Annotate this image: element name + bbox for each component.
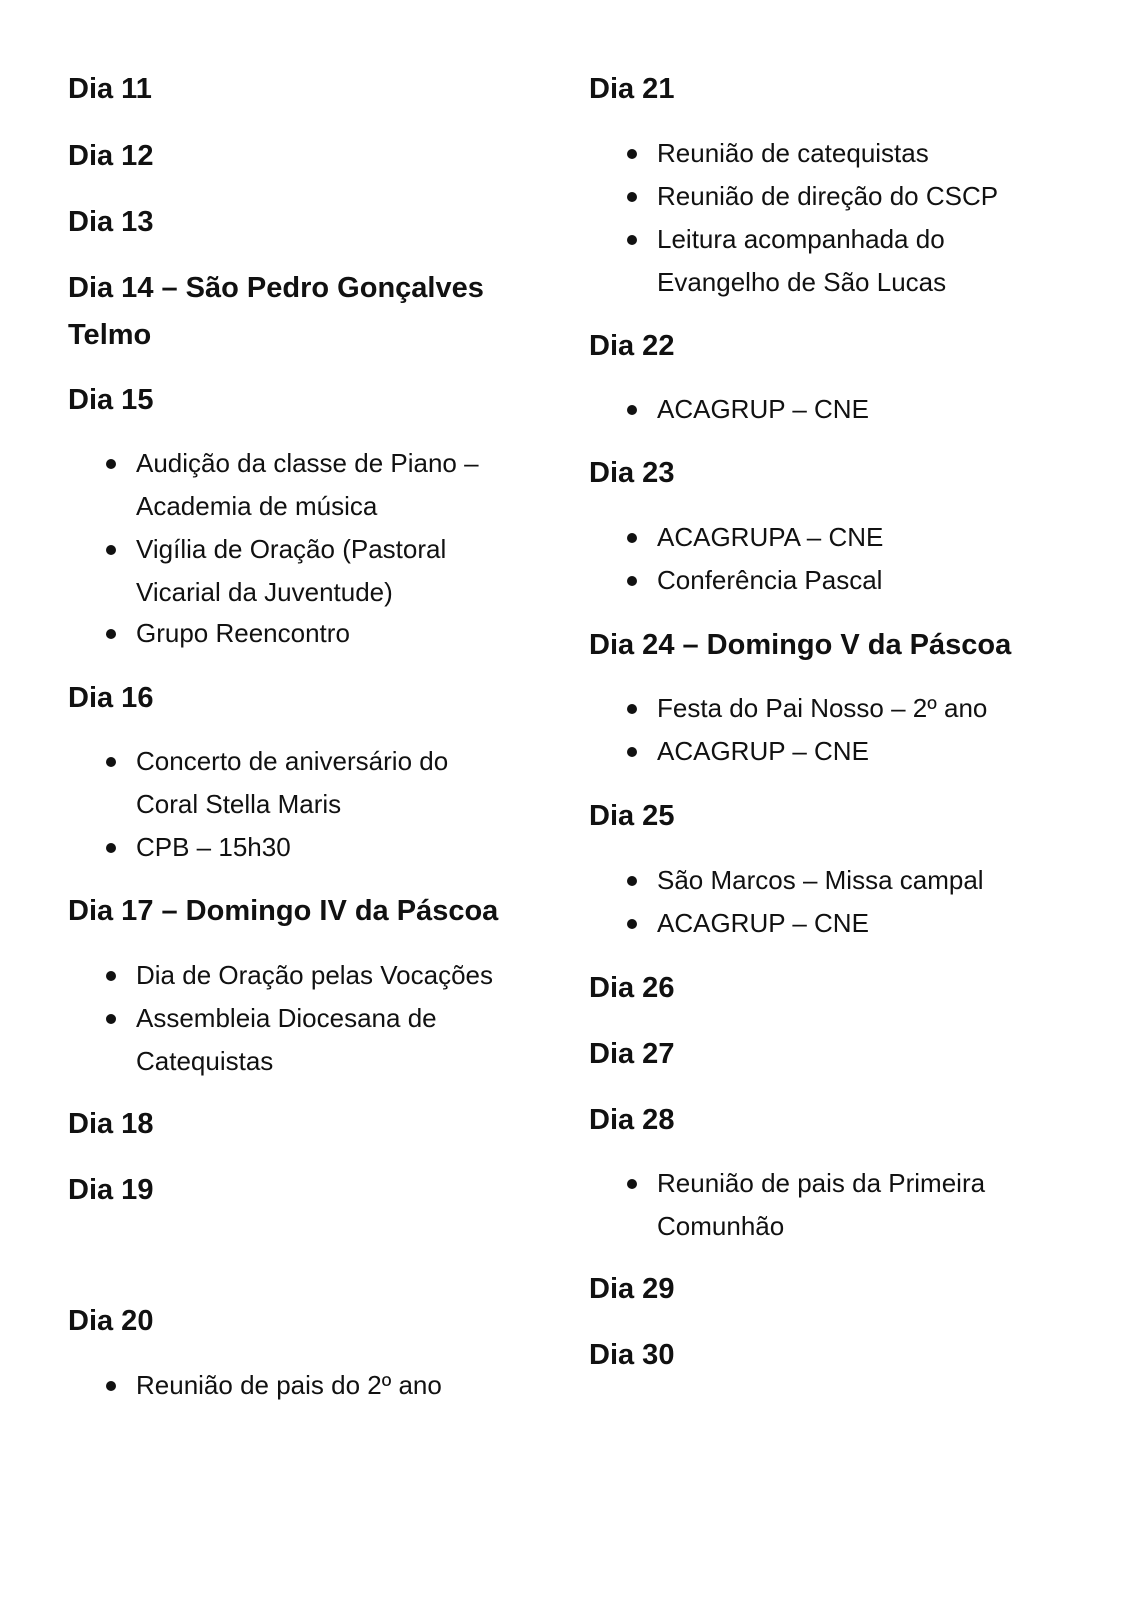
list-item: Assembleia Diocesana de Catequistas [136, 997, 466, 1083]
day-heading-15: Dia 15 [68, 384, 154, 416]
day-heading-28: Dia 28 [589, 1104, 675, 1136]
day-heading-13: Dia 13 [68, 206, 154, 238]
list-item: ACAGRUP – CNE [657, 902, 1037, 945]
day-heading-29: Dia 29 [589, 1273, 675, 1305]
day-heading-12: Dia 12 [68, 140, 154, 172]
day-heading-27: Dia 27 [589, 1038, 675, 1070]
day-heading-17: Dia 17 – Domingo IV da Páscoa [68, 895, 499, 927]
list-item: Leitura acompanhada do Evangelho de São Lucas [657, 218, 977, 304]
bullet-icon [106, 971, 116, 981]
list-item: Conferência Pascal [657, 559, 1037, 602]
bullet-icon [106, 757, 116, 767]
bullet-icon [627, 919, 637, 929]
list-item: Reunião de pais do 2º ano [136, 1364, 526, 1407]
bullet-icon [627, 533, 637, 543]
day-heading-22: Dia 22 [589, 330, 675, 362]
day-heading-11: Dia 11 [68, 73, 152, 105]
day-heading-20: Dia 20 [68, 1305, 154, 1337]
bullet-icon [627, 576, 637, 586]
day-heading-16: Dia 16 [68, 682, 154, 714]
bullet-icon [627, 704, 637, 714]
list-item: Grupo Reencontro [136, 612, 526, 655]
list-item: Vigília de Oração (Pastoral Vicarial da Juventude) [136, 528, 526, 614]
day-heading-21: Dia 21 [589, 73, 675, 105]
bullet-icon [627, 747, 637, 757]
list-item: ACAGRUP – CNE [657, 388, 1037, 431]
list-item: Concerto de aniversário do Coral Stella Maris [136, 740, 496, 826]
list-item: Audição da classe de Piano – Academia de música [136, 442, 526, 528]
day-heading-23: Dia 23 [589, 457, 675, 489]
bullet-icon [106, 459, 116, 469]
list-item: Reunião de catequistas [657, 132, 1037, 175]
bullet-icon [106, 843, 116, 853]
day-heading-24: Dia 24 – Domingo V da Páscoa [589, 629, 1012, 661]
day-heading-14: Dia 14 – São Pedro Gonçalves Telmo [68, 272, 484, 351]
bullet-icon [106, 1381, 116, 1391]
list-item: CPB – 15h30 [136, 826, 496, 869]
bullet-icon [627, 1179, 637, 1189]
bullet-icon [627, 192, 637, 202]
day-heading-26: Dia 26 [589, 972, 675, 1004]
bullet-icon [627, 149, 637, 159]
day-heading-30: Dia 30 [589, 1339, 675, 1371]
bullet-icon [106, 1014, 116, 1024]
bullet-icon [627, 235, 637, 245]
list-item: Reunião de pais da Primeira Comunhão [657, 1162, 1027, 1248]
bullet-icon [106, 629, 116, 639]
day-heading-25: Dia 25 [589, 800, 675, 832]
list-item: Festa do Pai Nosso – 2º ano [657, 687, 1057, 730]
bullet-icon [627, 876, 637, 886]
bullet-icon [106, 545, 116, 555]
list-item: São Marcos – Missa campal [657, 859, 1057, 902]
day-heading-19: Dia 19 [68, 1174, 154, 1206]
list-item: ACAGRUPA – CNE [657, 516, 1037, 559]
day-heading-18: Dia 18 [68, 1108, 154, 1140]
bullet-icon [627, 405, 637, 415]
list-item: ACAGRUP – CNE [657, 730, 1037, 773]
list-item: Dia de Oração pelas Vocações [136, 954, 526, 997]
list-item: Reunião de direção do CSCP [657, 175, 1037, 218]
